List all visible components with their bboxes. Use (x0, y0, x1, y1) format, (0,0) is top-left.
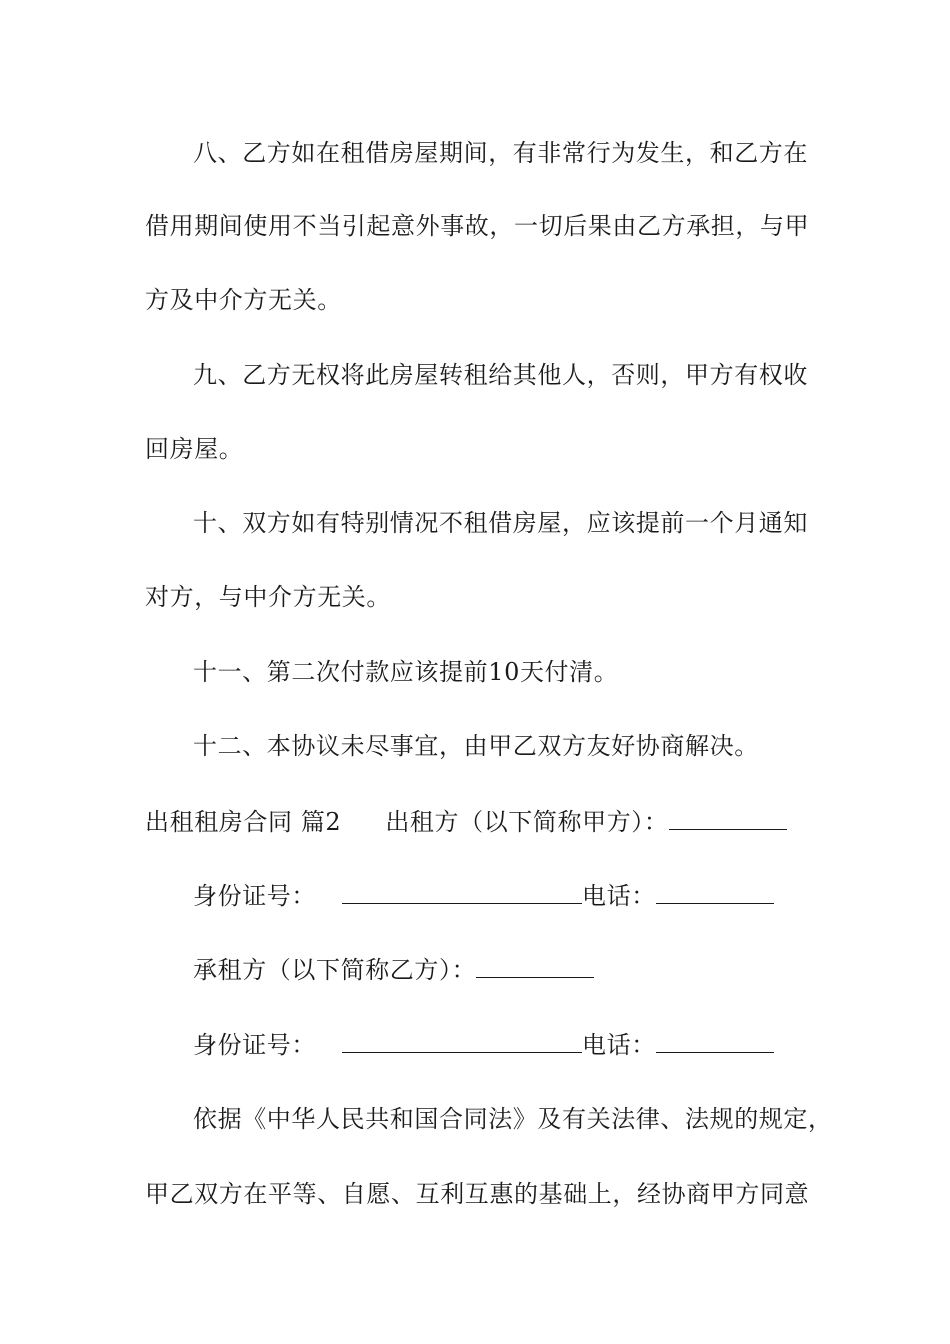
clause-10-line-1: 十、双方如有特别情况不租借房屋，应该提前一个月通知 (193, 509, 808, 537)
lessor-id-label: 身份证号： (193, 882, 316, 910)
section-title: 出租租房合同 篇2 (145, 808, 342, 836)
lessee-name-blank[interactable] (476, 951, 594, 978)
lessee-phone-label: 电话： (582, 1031, 656, 1059)
basis-line-1: 依据《中华人民共和国合同法》及有关法律、法规的规定， (193, 1105, 833, 1133)
clause-12: 十二、本协议未尽事宜，由甲乙双方友好协商解决。 (193, 732, 759, 760)
lessor-phone-label: 电话： (582, 882, 656, 910)
basis-line-2: 甲乙双方在平等、自愿、互利互惠的基础上，经协商甲方同意 (145, 1180, 810, 1208)
clause-9-line-1: 九、乙方无权将此房屋转租给其他人，否则，甲方有权收 (193, 361, 808, 389)
clause-8-line-3: 方及中介方无关。 (145, 286, 342, 314)
lessee-line (193, 951, 873, 988)
clause-11: 十一、第二次付款应该提前10天付清。 (193, 658, 619, 686)
clause-8-line-1: 八、乙方如在租借房屋期间，有非常行为发生，和乙方在 (193, 139, 808, 167)
lessor-label: 出租方（以下简称甲方）： (385, 808, 669, 836)
lessee-id-label: 身份证号： (193, 1031, 316, 1059)
lessor-id-blank[interactable] (342, 877, 582, 904)
lessee-id-line (193, 1026, 873, 1063)
lessor-name-blank[interactable] (669, 803, 787, 830)
lessor-line (145, 803, 825, 840)
lessee-id-blank[interactable] (342, 1026, 582, 1053)
lessee-phone-blank[interactable] (656, 1026, 774, 1053)
clause-10-line-2: 对方，与中介方无关。 (145, 583, 391, 611)
lessor-id-line (193, 877, 873, 914)
clause-9-line-2: 回房屋。 (145, 435, 244, 463)
lessor-phone-blank[interactable] (656, 877, 774, 904)
lessee-label: 承租方（以下简称乙方）： (193, 956, 477, 984)
clause-8-line-2: 借用期间使用不当引起意外事故，一切后果由乙方承担，与甲 (145, 212, 810, 240)
